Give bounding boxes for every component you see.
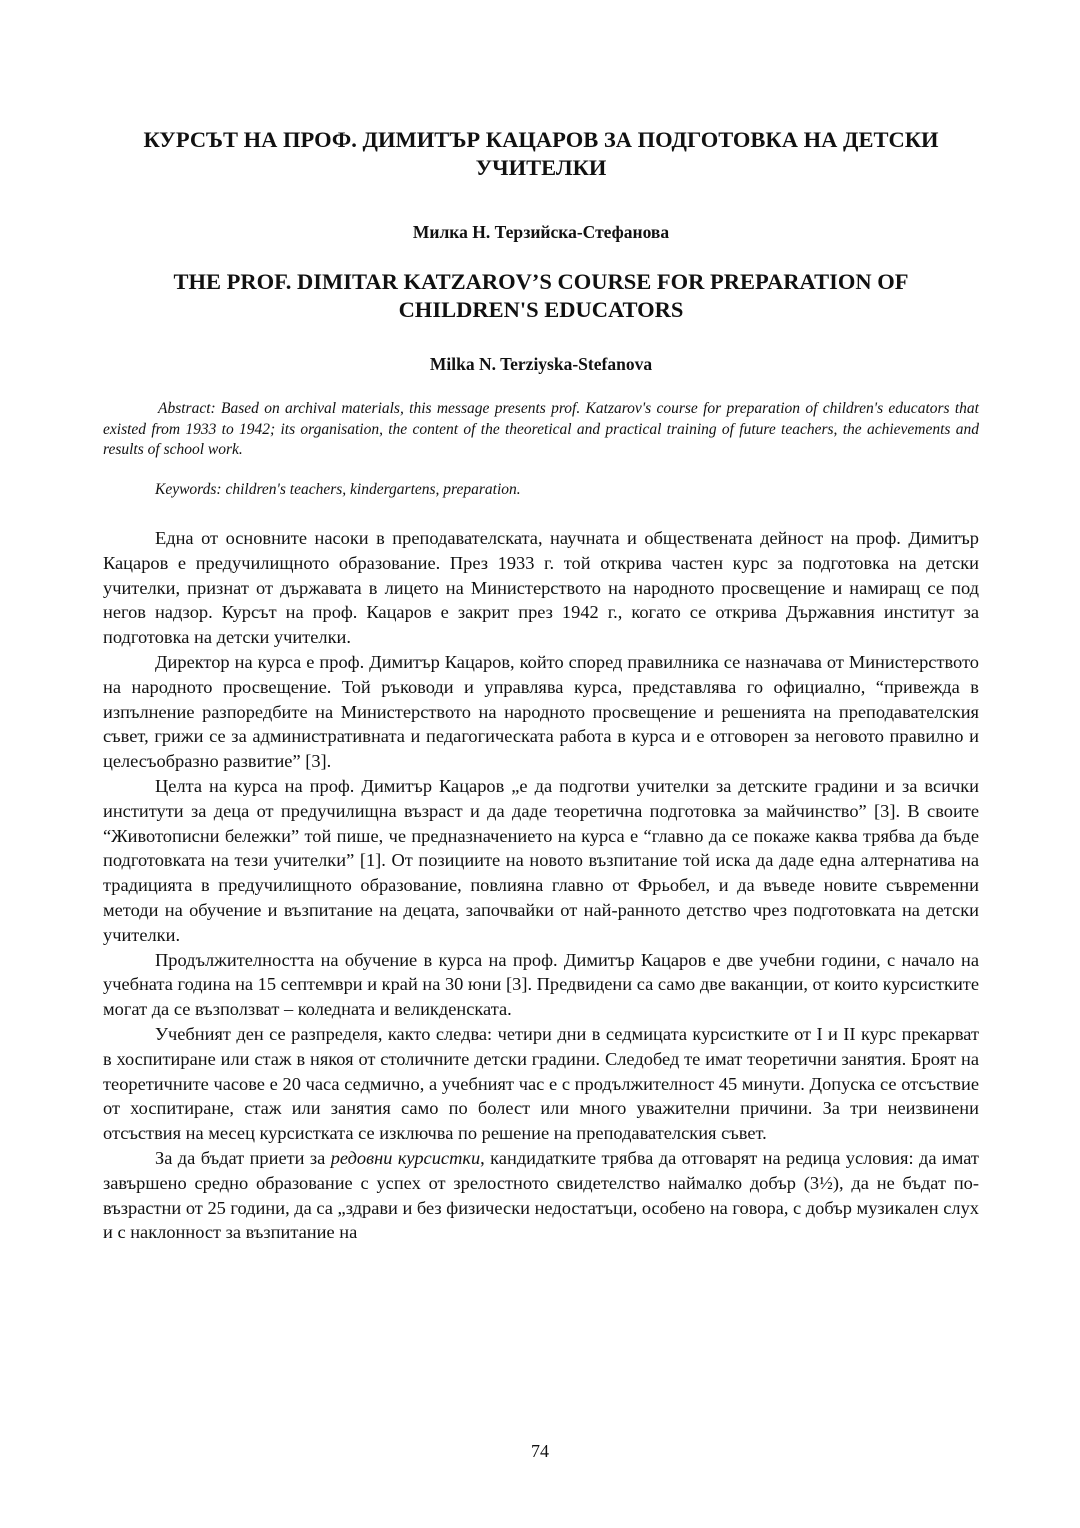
body-paragraph-2: Директор на курса е проф. Димитър Кацаров, който според правилника се назначава от Министерството на народното просвещение. Той ръководи и управлява курса, представлява го официално, “привежда в изпълнение разпоредбите на Министерството на народното просвещение и решенията на преподавателския съвет, грижи се за административната и педагогическата работа в курса и е отговорен за неговото правилно и целесъобразно развитие” [3]. — [103, 651, 979, 772]
author-name-english: Milka N. Terziyska-Stefanova — [429, 354, 653, 374]
abstract: Abstract: Based on archival materials, this message presents prof. Katzarov's course for preparation of children's educators that existed from 1933 to 1942; its organisation, the content of the theoretical and practical training of future teachers, the achievements and results of school work. — [103, 400, 979, 458]
article-page — [103, 126, 979, 1245]
author-name-bulgarian: Милка Н. Терзийска-Стефанова — [412, 222, 670, 242]
body-paragraph-4: Продължителността на обучение в курса на проф. Димитър Кацаров е две учебни години, с начало на учебната година на 15 септември и край на 30 юни [3]. Предвидени са само две ваканции, от които курсистките могат да се възползват – коледната и великденската. — [103, 949, 979, 1020]
body-paragraph-6-rest: , кандидатките трябва да отговарят на редица условия: да имат завършено средно образование с успех от зрелостното свидетелство наймалко добър (3½), да не бъдат по-възрастни от 25 години, да са „здрави и без физически недостатъци, особено на говора, с добър музикален слух и с наклонност за възпитание на — [103, 1147, 979, 1243]
article-title-english: THE PROF. DIMITAR KATZAROV’S COURSE FOR PREPARATION OF CHILDREN'S EDUCATORS — [173, 269, 909, 322]
body-paragraph-6 — [103, 1146, 979, 1245]
article-title-bulgarian: КУРСЪТ НА ПРОФ. ДИМИТЪР КАЦАРОВ ЗА ПОДГОТОВКА НА ДЕТСКИ УЧИТЕЛКИ — [143, 127, 939, 180]
keywords: Keywords: children's teachers, kindergartens, preparation. — [155, 480, 521, 498]
body-paragraph-6-start: За да бъдат приети за — [155, 1147, 331, 1168]
page-number: 74 — [531, 1441, 549, 1461]
article-body — [103, 526, 979, 1245]
body-paragraph-5: Учебният ден се разпределя, както следва: четири дни в седмицата курсистките от I и II курс прекарват в хоспитиране или стаж в някоя от столичните детски градини. Следобед те имат теоретични занятия. Броят на теоретичните часове е 20 часа седмично, а учебният час е с продължителност 45 минути. Допуска се отсъствие от хоспитиране, стаж или занятия само по болест или много уважителни причини. За три неизвинени отсъствия на месец курсистката се изключва по решение на преподавателския съвет. — [103, 1023, 979, 1144]
regular-students-term: редовни курсистки — [330, 1147, 481, 1168]
body-paragraph-1: Една от основните насоки в преподавателската, научната и обществената дейност на проф. Димитър Кацаров е предучилищното образование. През 1933 г. той открива частен курс за подготовка на детски учителки, признат от държавата в лицето на Министерството на народното просвещение и намиращ се под негов надзор. Курсът на проф. Кацаров е закрит през 1942 г., когато се открива Държавния институт за подготовка на детски учителки. — [103, 528, 979, 648]
body-paragraph-3: Целта на курса на проф. Димитър Кацаров „е да подготви учителки за детските градини и за всички институти за деца от предучилищна възраст и да даде теоретична подготовка за майчинство” [3]. В своите “Животописни бележки” той пише, че предназначението на курса е “главно да се покаже каква трябва да бъде подготовката на тези учителки” [1]. От позициите на новото възпитание той иска да даде една алтернатива на традицията в предучилищното образование, повлияна главно от Фрьобел, и да въведе новите съвременни методи на обучение и възпитание на децата, започвайки от най-ранното детство чрез подготовката на детски учителки. — [103, 775, 979, 945]
